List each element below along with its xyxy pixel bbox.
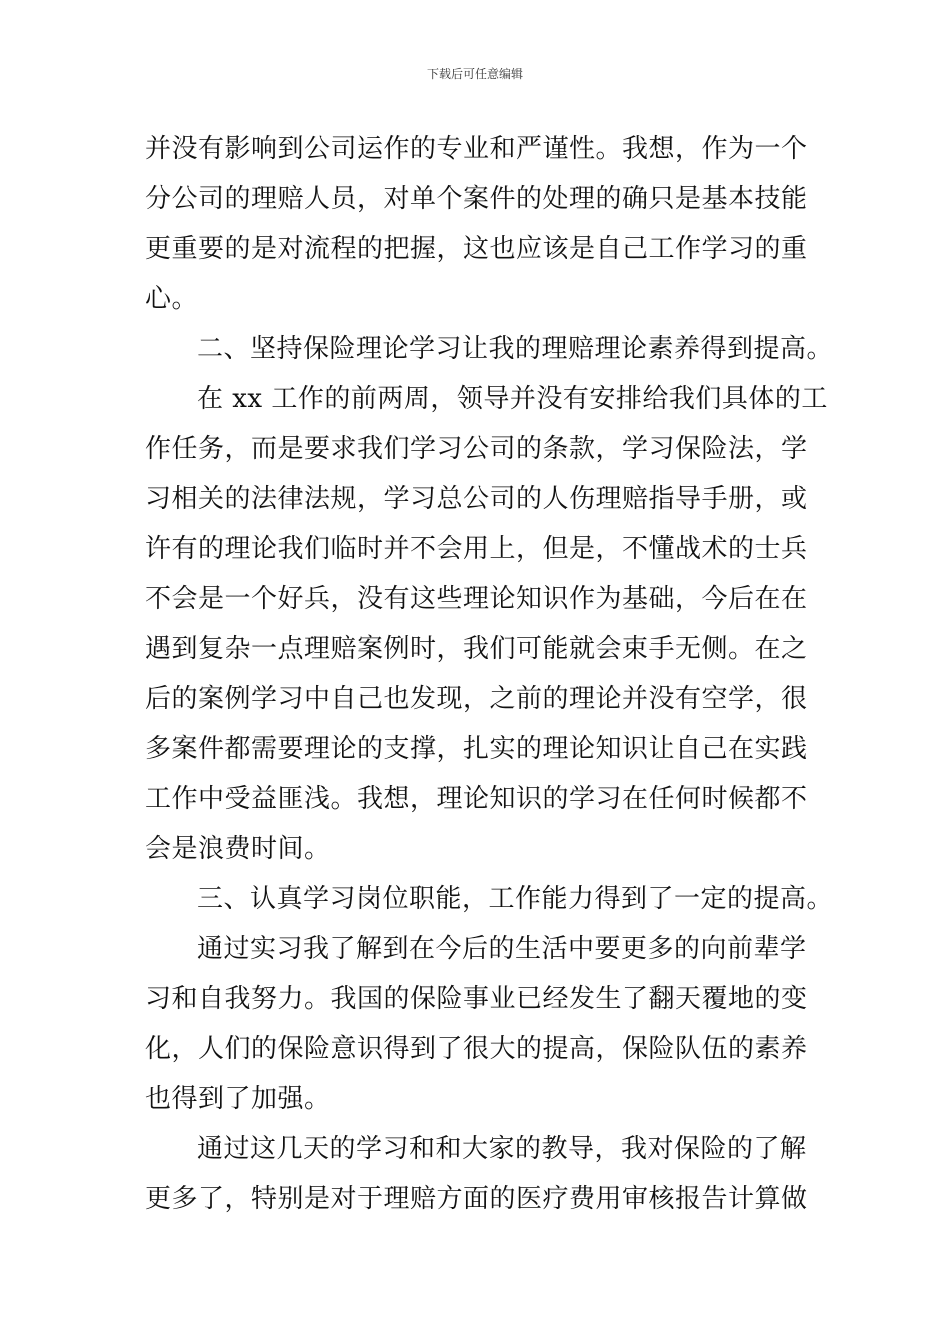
text-line: 在 xx 工作的前两周，领导并没有安排给我们具体的工: [197, 384, 828, 414]
text-line: 更多了，特别是对于理赔方面的医疗费用审核报告计算做: [145, 1184, 808, 1214]
section-heading: 二、坚持保险理论学习让我的理赔理论素养得到提高。: [197, 334, 834, 364]
text-line: 后的案例学习中自己也发现，之前的理论并没有空学，很: [145, 684, 808, 714]
text-line: 通过这几天的学习和和大家的教导，我对保险的了解: [197, 1134, 807, 1164]
text-line: 会是浪费时间。: [145, 834, 331, 864]
text-line: 遇到复杂一点理赔案例时，我们可能就会束手无侧。在之: [145, 634, 808, 664]
text-line: 并没有影响到公司运作的专业和严谨性。我想，作为一个: [145, 134, 808, 164]
text-line: 分公司的理赔人员，对单个案件的处理的确只是基本技能: [145, 184, 808, 214]
text-line: 许有的理论我们临时并不会用上，但是，不懂战术的士兵: [145, 534, 808, 564]
text-line: 心。: [145, 284, 199, 314]
text-line: 通过实习我了解到在今后的生活中要更多的向前辈学: [197, 934, 807, 964]
text-line: 工作中受益匪浅。我想，理论知识的学习在任何时候都不: [145, 784, 808, 814]
text-line: 习相关的法律法规，学习总公司的人伤理赔指导手册，或: [145, 484, 808, 514]
text-line: 化，人们的保险意识得到了很大的提高，保险队伍的素养: [145, 1034, 808, 1064]
page-header: 下载后可任意编辑: [426, 67, 523, 81]
text-line: 多案件都需要理论的支撑，扎实的理论知识让自己在实践: [145, 734, 808, 764]
text-line: 也得到了加强。: [145, 1084, 331, 1114]
document-body: [145, 124, 834, 1224]
text-line: 作任务，而是要求我们学习公司的条款，学习保险法，学: [145, 434, 808, 464]
section-heading: 三、认真学习岗位职能，工作能力得到了一定的提高。: [197, 884, 834, 914]
text-line: 不会是一个好兵，没有这些理论知识作为基础，今后在在: [145, 584, 808, 614]
text-line: 更重要的是对流程的把握，这也应该是自己工作学习的重: [145, 234, 808, 264]
text-line: 习和自我努力。我国的保险事业已经发生了翻天覆地的变: [145, 984, 808, 1014]
